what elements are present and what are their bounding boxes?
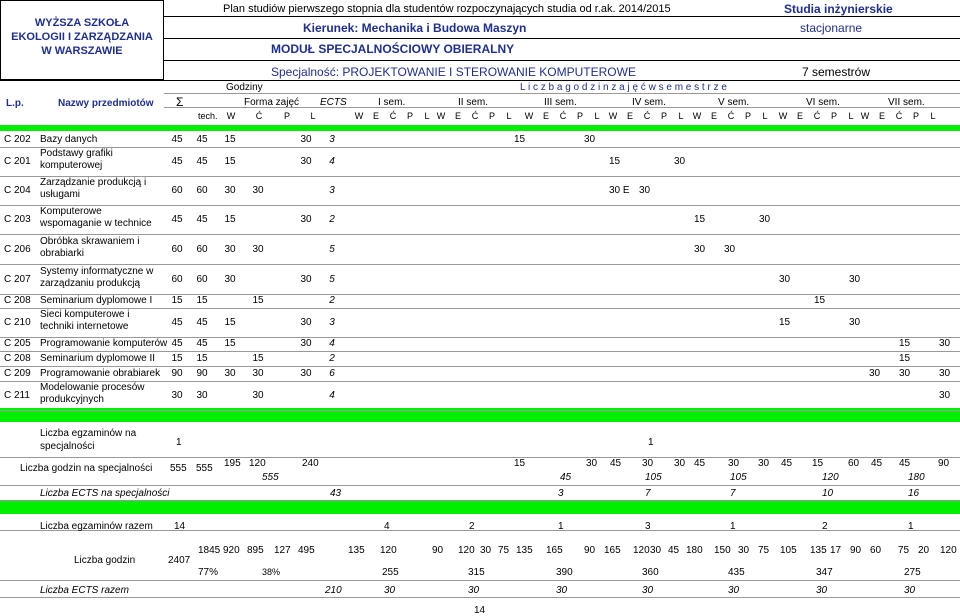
sem-4-form-2: E	[626, 111, 633, 121]
row-code: C 211	[4, 390, 30, 401]
row-value: 15	[224, 134, 236, 145]
egz-spec-a: 1	[176, 437, 182, 448]
row-value: 30	[252, 368, 264, 379]
godz-spec-sem-value: 30	[642, 458, 654, 469]
row-sem-value: 30	[759, 214, 771, 225]
tryb: stacjonarne	[800, 21, 863, 35]
sem-2-label: II sem.	[458, 97, 489, 108]
row-value: 90	[171, 368, 183, 379]
row-value: 60	[196, 244, 208, 255]
row-value: 15	[252, 353, 264, 364]
row-name: Programowanie komputerów	[40, 338, 168, 349]
sem-6-form-4: P	[830, 111, 837, 121]
school-name	[0, 0, 164, 80]
row-value: 45	[196, 338, 208, 349]
modul: MODUŁ SPECJALNOŚCIOWY OBIERALNY	[271, 42, 515, 56]
godz-sem-value: 30	[650, 545, 662, 556]
godz-sem-value: 75	[758, 545, 770, 556]
row-name: Seminarium dyplomowe I	[40, 295, 153, 306]
godz-sem-value: 45	[668, 545, 680, 556]
godz-spec-sem-value: 90	[938, 458, 950, 469]
row-value: 30	[171, 390, 183, 401]
sem-7-label: VII sem.	[888, 97, 925, 108]
row-code: C 204	[4, 185, 31, 196]
row-value: 45	[196, 134, 208, 145]
row-sem-value: 30	[939, 368, 951, 379]
row-code: C 209	[4, 368, 31, 379]
row-value: 30	[252, 244, 264, 255]
sem-1-form-5: L	[424, 111, 430, 121]
egz-razem-sem: 1	[730, 521, 736, 532]
row-value: 15	[224, 156, 236, 167]
row-value: 45	[171, 134, 183, 145]
egz-razem-sem: 2	[469, 521, 475, 532]
kierunek: Kierunek: Mechanika i Budowa Maszyn	[303, 21, 527, 35]
godz-pct-1: 77%	[198, 567, 219, 578]
godz-sem-value: 30	[738, 545, 750, 556]
godz-sem-total: 347	[816, 567, 833, 578]
godz-spec-sem-value: 45	[871, 458, 883, 469]
row-value: 30	[300, 214, 312, 225]
row-value: 45	[196, 214, 208, 225]
sem-2-form-5: L	[506, 111, 512, 121]
godz-sem-value: 165	[546, 545, 563, 556]
sem-5-form-4: P	[744, 111, 751, 121]
school-line-3: W WARSZAWIE	[41, 44, 123, 57]
ects-razem-sem: 30	[728, 585, 740, 596]
godz-spec-sem-total: 105	[645, 472, 662, 483]
plan-title: Plan studiów pierwszego stopnia dla studentów rozpoczynających studia od r.ak. 2014/2015	[223, 3, 671, 15]
ects-razem-label: Liczba ECTS razem	[40, 585, 129, 596]
row-value: 45	[196, 317, 208, 328]
row-value: 30	[300, 134, 312, 145]
godz-sem-value: 20	[918, 545, 930, 556]
row-value: 3	[329, 185, 335, 196]
row-code: C 207	[4, 274, 31, 285]
row-value: 30	[224, 185, 236, 196]
ects-spec-total: 43	[330, 488, 342, 499]
row-value: 60	[171, 244, 183, 255]
godz-sem-total: 315	[468, 567, 485, 578]
egz-razem-sem: 4	[384, 521, 390, 532]
row-value: 60	[171, 274, 183, 285]
sem-7-form-3: Ć	[895, 111, 903, 121]
row-value: 45	[171, 156, 183, 167]
row-name: Bazy danych	[40, 134, 98, 145]
row-name: Systemy informatyczne w zarządzaniu produkcją	[40, 266, 154, 289]
row-code: C 203	[4, 214, 31, 225]
godz-sem-total: 255	[382, 567, 399, 578]
sem-3-form-3: Ć	[559, 111, 567, 121]
sem-6-form-5: L	[848, 111, 854, 121]
ects-razem-sem: 30	[816, 585, 828, 596]
row-sem-value: 30	[939, 338, 951, 349]
row-value: 15	[171, 353, 183, 364]
row-sem-value: 15	[899, 338, 911, 349]
row-sem-value: 30 E	[609, 185, 630, 196]
row-name: Programowanie obrabiarek	[40, 368, 161, 379]
godz-sem-value: 150	[714, 545, 731, 556]
godz-forms-4: 127	[274, 545, 291, 556]
row-value: 15	[224, 214, 236, 225]
sem-3-form-1: W	[524, 111, 534, 121]
row-sem-value: 15	[514, 134, 526, 145]
godz-forms-3: 895	[247, 545, 264, 556]
row-sem-value: 15	[694, 214, 706, 225]
row-value: 15	[196, 353, 208, 364]
sem-6-form-1: W	[778, 111, 788, 121]
sem-3-form-2: E	[542, 111, 549, 121]
egz-razem-sem: 1	[558, 521, 564, 532]
sem-3-form-4: P	[576, 111, 583, 121]
row-sem-value: 30	[639, 185, 651, 196]
godz-spec-sem-value: 30	[674, 458, 686, 469]
godz-pct-2: 38%	[262, 567, 281, 577]
godz-spec-total: 555	[262, 472, 279, 483]
row-code: C 205	[4, 338, 31, 349]
row-value: 15	[252, 295, 264, 306]
row-value: 30	[252, 185, 264, 196]
godz-spec-f2: 120	[249, 458, 266, 469]
egz-razem-label: Liczba egzaminów razem	[40, 521, 153, 532]
row-value: 3	[329, 317, 335, 328]
sem-3-label: III sem.	[544, 97, 577, 108]
sem-7-form-1: W	[860, 111, 870, 121]
row-name: Komputerowe wspomaganie w technice	[40, 206, 152, 229]
ects-label: ECTS	[320, 97, 347, 108]
godz-sem-value: 120	[940, 545, 957, 556]
godz-sem-value: 90	[850, 545, 862, 556]
godz-spec-f3: 240	[302, 458, 319, 469]
godz-spec-sem-value: 30	[728, 458, 740, 469]
godz-sem-total: 390	[556, 567, 573, 578]
egz-razem-sem: 2	[822, 521, 828, 532]
row-value: 30	[300, 338, 312, 349]
godz-sem-value: 75	[498, 545, 510, 556]
sem-4-form-1: W	[608, 111, 618, 121]
row-value: 15	[196, 295, 208, 306]
row-value: 2	[329, 353, 335, 364]
row-value: 30	[300, 368, 312, 379]
row-value: 30	[300, 317, 312, 328]
ects-razem-sem: 30	[468, 585, 480, 596]
form-l: L	[310, 111, 316, 121]
godz-sem-value: 165	[604, 545, 621, 556]
godz-spec-sem-value: 45	[781, 458, 793, 469]
sem-7-form-2: E	[878, 111, 885, 121]
row-value: 60	[171, 185, 183, 196]
row-sem-value: 15	[814, 295, 826, 306]
sigma-label: Σ	[176, 95, 184, 109]
godz-sem-value: 120	[458, 545, 475, 556]
sem-5-form-3: Ć	[727, 111, 735, 121]
godz-spec-sem-value: 60	[848, 458, 860, 469]
row-sem-value: 30	[869, 368, 881, 379]
ects-spec-sem: 7	[645, 488, 651, 499]
sem-5-form-5: L	[762, 111, 768, 121]
godz-spec-sem-total: 180	[908, 472, 925, 483]
sem-5-form-1: W	[692, 111, 702, 121]
school-line-1: WYŻSZA SZKOŁA	[34, 17, 130, 29]
row-code: C 206	[4, 244, 31, 255]
godz-spec-sem-total: 120	[822, 472, 839, 483]
godz-sem-value: 105	[780, 545, 797, 556]
row-sem-value: 30	[694, 244, 706, 255]
row-value: 4	[329, 390, 335, 401]
form-p: P	[283, 111, 290, 121]
sem-1-form-2: E	[372, 111, 379, 121]
row-value: 2	[329, 214, 335, 225]
row-value: 45	[171, 214, 183, 225]
row-value: 45	[196, 156, 208, 167]
sem-4-form-4: P	[660, 111, 667, 121]
godz-spec-sem-total: 105	[730, 472, 747, 483]
row-code: C 208	[4, 295, 31, 306]
sem-1-label: I sem.	[378, 97, 406, 108]
row-name: Seminarium dyplomowe II	[40, 353, 156, 364]
studia-type: Studia inżynierskie	[784, 2, 893, 16]
sem-7-form-4: P	[912, 111, 919, 121]
sem-2-form-1: W	[436, 111, 446, 121]
ects-razem-sem: 30	[642, 585, 654, 596]
godz-spec-v1: 555	[170, 463, 187, 474]
row-value: 30	[252, 390, 264, 401]
row-value: 5	[329, 244, 335, 255]
row-value: 60	[196, 274, 208, 285]
row-value: 5	[329, 274, 335, 285]
row-name: Zarządzanie produkcją i usługami	[40, 177, 147, 200]
godz-sem-value: 75	[898, 545, 910, 556]
egz-razem-sem: 1	[908, 521, 914, 532]
row-name: Podstawy grafiki komputerowej	[40, 148, 113, 171]
row-value: 30	[224, 244, 236, 255]
godz-sem-value: 135	[516, 545, 533, 556]
row-value: 30	[224, 274, 236, 285]
sem-2-form-4: P	[488, 111, 495, 121]
godz-sem-value: 180	[686, 545, 703, 556]
row-value: 3	[329, 134, 335, 145]
godz-forms-1: 1845	[198, 545, 221, 556]
ects-razem-sem: 30	[384, 585, 396, 596]
sem-1-form-4: P	[406, 111, 413, 121]
godz-forms-5: 495	[298, 545, 315, 556]
godz-sem-total: 360	[642, 567, 659, 578]
godz-spec-f1: 195	[224, 458, 241, 469]
tech-label: tech.	[198, 111, 218, 121]
ects-razem-total: 210	[325, 585, 342, 596]
sem-4-label: IV sem.	[632, 97, 666, 108]
sem-6-label: VI sem.	[806, 97, 840, 108]
row-name: Sieci komputerowe i techniki internetowe	[40, 309, 130, 332]
ects-razem-sem: 30	[904, 585, 916, 596]
row-value: 15	[224, 338, 236, 349]
godz-total: 2407	[168, 555, 191, 566]
forma-label: Forma zajęć	[244, 97, 300, 108]
sem-6-form-3: Ć	[813, 111, 821, 121]
row-value: 15	[224, 317, 236, 328]
sem-3-form-5: L	[594, 111, 600, 121]
row-value: 15	[171, 295, 183, 306]
row-sem-value: 15	[609, 156, 621, 167]
form-c: Ć	[255, 111, 263, 121]
green-bar-top	[0, 125, 960, 131]
lp-label: L.p.	[6, 98, 24, 109]
godz-spec-sem-value: 45	[899, 458, 911, 469]
godz-sem-value: 17	[830, 545, 842, 556]
row-name: Modelowanie procesów produkcyjnych	[40, 382, 145, 405]
godz-spec-sem-value: 45	[694, 458, 706, 469]
row-value: 45	[171, 338, 183, 349]
godz-sem-value: 90	[432, 545, 444, 556]
sem-4-form-5: L	[678, 111, 684, 121]
row-code: C 210	[4, 317, 31, 328]
ects-spec-sem: 16	[908, 488, 920, 499]
sem-5-label: V sem.	[718, 97, 750, 108]
nazwy-label: Nazwy przedmiotów	[58, 98, 154, 109]
liczba-godzin-label: L i c z b a g o d z i n z a j ę ć w s e m e s t r z e	[520, 82, 727, 93]
godz-spec-sem-value: 15	[812, 458, 824, 469]
ects-spec-label: Liczba ECTS na specjalności	[40, 488, 170, 499]
egz-razem-total: 14	[174, 521, 186, 532]
ects-spec-sem: 3	[558, 488, 564, 499]
sem-1-form-3: Ć	[389, 111, 397, 121]
godz-spec-sem-value: 45	[610, 458, 622, 469]
ects-spec-sem: 7	[730, 488, 736, 499]
godz-sem-value: 135	[348, 545, 365, 556]
godz-spec-v2: 555	[196, 463, 213, 474]
row-sem-value: 30	[674, 156, 686, 167]
form-w: W	[226, 111, 236, 121]
row-code: C 202	[4, 134, 31, 145]
school-line-2: EKOLOGII I ZARZĄDZANIA	[11, 30, 153, 43]
godz-sem-total: 275	[904, 567, 921, 578]
row-sem-value: 30	[939, 390, 951, 401]
godz-forms-2: 920	[223, 545, 240, 556]
ects-razem-sem: 30	[556, 585, 568, 596]
godz-sem-value: 135	[810, 545, 827, 556]
row-sem-value: 30	[849, 317, 861, 328]
specjalnosc: Specjalność: PROJEKTOWANIE I STEROWANIE KOMPUTEROWE	[271, 65, 636, 79]
row-code: C 208	[4, 353, 31, 364]
godz-spec-label: Liczba godzin na specjalności	[20, 463, 153, 474]
row-value: 30	[300, 156, 312, 167]
godz-spec-sem-value: 30	[586, 458, 598, 469]
godz-sem-total: 435	[728, 567, 745, 578]
godz-sem-value: 30	[480, 545, 492, 556]
godz-sem-value: 60	[870, 545, 882, 556]
row-sem-value: 30	[899, 368, 911, 379]
egz-spec-b: 1	[648, 437, 654, 448]
row-value: 45	[171, 317, 183, 328]
egz-spec-label: Liczba egzaminów na specjalności	[40, 428, 137, 452]
semestry-count: 7 semestrów	[802, 65, 871, 79]
row-sem-value: 15	[899, 353, 911, 364]
godz-sem-value: 120	[633, 545, 650, 556]
row-value: 90	[196, 368, 208, 379]
godz-label: Liczba godzin	[74, 555, 136, 566]
sem-6-form-2: E	[796, 111, 803, 121]
page-number: 14	[474, 605, 486, 616]
row-value: 30	[300, 274, 312, 285]
row-sem-value: 30	[584, 134, 596, 145]
row-sem-value: 30	[779, 274, 791, 285]
green-bar-bottom	[0, 500, 960, 514]
sem-5-form-2: E	[710, 111, 717, 121]
row-value: 2	[329, 295, 335, 306]
sem-2-form-3: Ć	[471, 111, 479, 121]
ects-spec-sem: 10	[822, 488, 834, 499]
row-code: C 201	[4, 156, 31, 167]
row-name: Obróbka skrawaniem i obrabiarki	[40, 236, 140, 259]
sem-1-form-1: W	[354, 111, 364, 121]
row-value: 6	[329, 368, 335, 379]
godz-spec-sem-total: 45	[560, 472, 572, 483]
sem-4-form-3: Ć	[643, 111, 651, 121]
row-sem-value: 30	[849, 274, 861, 285]
godz-spec-sem-value: 30	[758, 458, 770, 469]
sem-2-form-2: E	[454, 111, 461, 121]
row-sem-value: 15	[779, 317, 791, 328]
row-value: 30	[196, 390, 208, 401]
row-value: 4	[329, 156, 335, 167]
row-sem-value: 30	[724, 244, 736, 255]
godz-sem-value: 120	[380, 545, 397, 556]
row-value: 60	[196, 185, 208, 196]
row-value: 30	[224, 368, 236, 379]
godziny-label: Godziny	[226, 82, 263, 93]
row-value: 4	[329, 338, 335, 349]
godz-sem-value: 90	[584, 545, 596, 556]
godz-spec-sem-value: 15	[514, 458, 526, 469]
sem-7-form-5: L	[930, 111, 936, 121]
egz-razem-sem: 3	[645, 521, 651, 532]
